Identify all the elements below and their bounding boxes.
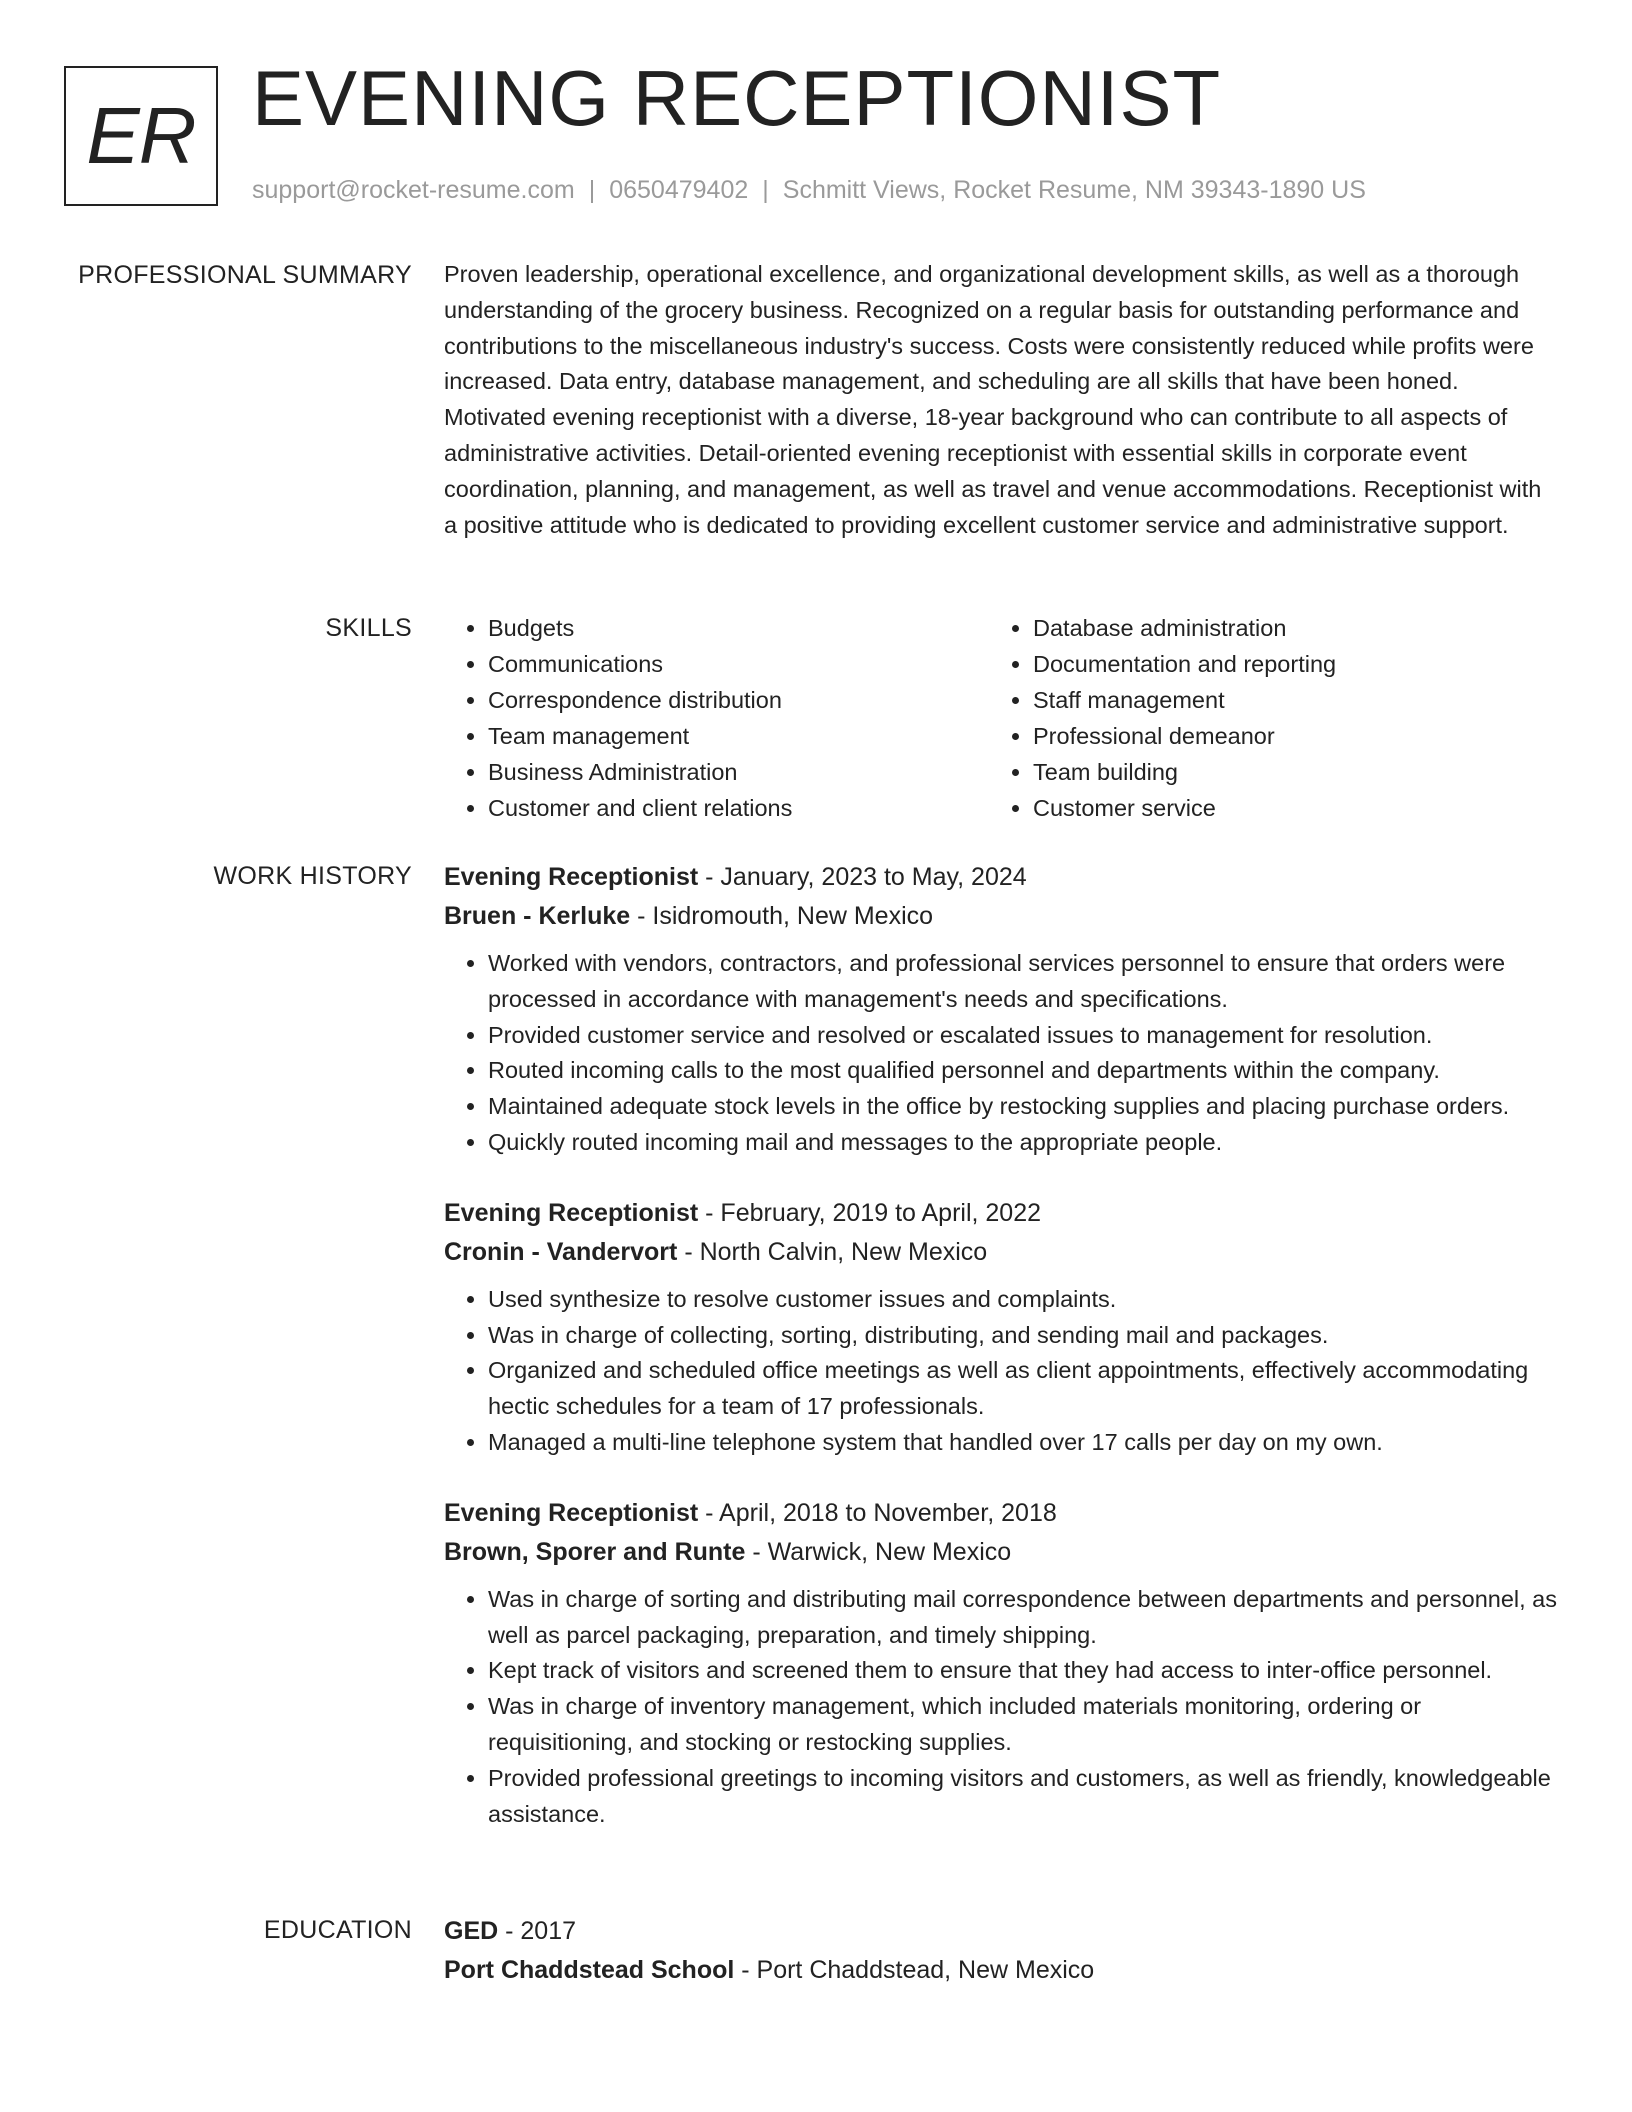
degree-line bbox=[444, 1912, 1560, 1951]
skill-item: • Customer service bbox=[1033, 790, 1534, 826]
job-bullet: • Quickly routed incoming mail and messages to the appropriate people. bbox=[488, 1125, 1560, 1161]
job-bullet: • Provided professional greetings to incoming visitors and customers, as well as friendly, knowledgeable assistance. bbox=[488, 1761, 1560, 1833]
job-dates: - February, 2019 to April, 2022 bbox=[698, 1198, 1042, 1227]
skill-item: • Business Administration bbox=[488, 754, 989, 790]
initials-monogram: ER bbox=[64, 66, 218, 206]
skill-item: • Correspondence distribution bbox=[488, 682, 989, 718]
job-title-line bbox=[444, 1194, 1560, 1233]
job-bullet: • Organized and scheduled office meetings as well as client appointments, effectively accommodating hectic schedules for a team of 17 professionals. bbox=[488, 1353, 1560, 1425]
job-entry bbox=[444, 858, 1560, 1161]
work-history-heading: WORK HISTORY bbox=[213, 862, 412, 890]
job-bullet: • Kept track of visitors and screened them to ensure that they had access to inter-office personnel. bbox=[488, 1653, 1560, 1689]
job-bullet: • Managed a multi-line telephone system that handled over 17 calls per day on my own. bbox=[488, 1425, 1560, 1461]
job-entry bbox=[444, 1494, 1560, 1833]
summary-heading: PROFESSIONAL SUMMARY bbox=[78, 261, 412, 289]
job-dates: - April, 2018 to November, 2018 bbox=[698, 1498, 1057, 1527]
job-bullets bbox=[444, 1582, 1560, 1833]
skill-item: • Budgets bbox=[488, 610, 989, 646]
school-location: - Port Chaddstead, New Mexico bbox=[734, 1956, 1095, 1984]
job-company: Cronin - Vandervort bbox=[444, 1237, 678, 1266]
job-title: Evening Receptionist bbox=[444, 863, 699, 891]
job-company-line bbox=[444, 897, 1560, 936]
degree-name: GED bbox=[444, 1917, 499, 1945]
skills-list-left bbox=[444, 610, 989, 826]
job-bullet: • Routed incoming calls to the most qualified personnel and departments within the company. bbox=[488, 1053, 1560, 1089]
skill-item: • Communications bbox=[488, 646, 989, 682]
job-company-line bbox=[444, 1533, 1560, 1572]
job-title-line bbox=[444, 858, 1560, 897]
contact-line bbox=[252, 172, 1366, 208]
degree-year: - 2017 bbox=[498, 1917, 577, 1945]
school-line bbox=[444, 1951, 1560, 1990]
skill-item: • Customer and client relations bbox=[488, 790, 989, 826]
page-title: EVENING RECEPTIONIST bbox=[252, 54, 1222, 142]
job-bullet: • Was in charge of collecting, sorting, distributing, and sending mail and packages. bbox=[488, 1318, 1560, 1354]
job-bullet: • Used synthesize to resolve customer issues and complaints. bbox=[488, 1282, 1560, 1318]
job-bullet: • Maintained adequate stock levels in the office by restocking supplies and placing purchase orders. bbox=[488, 1089, 1560, 1125]
job-company: Bruen - Kerluke bbox=[444, 902, 631, 930]
job-bullets bbox=[444, 1282, 1560, 1461]
summary-body bbox=[444, 257, 1560, 543]
job-bullets bbox=[444, 946, 1560, 1161]
skill-item: • Team management bbox=[488, 718, 989, 754]
job-entry bbox=[444, 1194, 1560, 1461]
job-title: Evening Receptionist bbox=[444, 1498, 699, 1527]
education-heading: EDUCATION bbox=[263, 1916, 412, 1944]
summary-text: Proven leadership, operational excellence, and organizational development skills, as well as a thorough understanding of the grocery business. Recognized on a regular basis for outstanding performance and contributions to the miscellaneous industry's success. Costs were consistently reduced while profits were increased. Data entry, database management, and scheduling are all skills that have been honed. Motivated evening receptionist with a diverse, 18-year background who can contribute to all aspects of administrative activities. Detail-oriented evening receptionist with essential skills in corporate event coordination, planning, and management, as well as travel and venue accommodations. Receptionist with a positive attitude who is dedicated to providing excellent customer service and administrative support. bbox=[444, 261, 1542, 538]
skill-item: • Documentation and reporting bbox=[1033, 646, 1534, 682]
address-text: Schmitt Views, Rocket Resume, NM 39343-1890 US bbox=[782, 176, 1366, 204]
school-name: Port Chaddstead School bbox=[444, 1956, 735, 1984]
job-bullet: • Was in charge of sorting and distributing mail correspondence between departments and personnel, as well as parcel packaging, preparation, and timely shipping. bbox=[488, 1582, 1560, 1654]
phone-text: 0650479402 bbox=[609, 176, 749, 204]
contact-separator: | bbox=[588, 176, 596, 204]
work-history-body bbox=[444, 858, 1560, 1832]
job-title-line bbox=[444, 1494, 1560, 1533]
skills-heading: SKILLS bbox=[325, 614, 412, 642]
job-bullet: • Worked with vendors, contractors, and professional services personnel to ensure that orders were processed in accordance with management's needs and specifications. bbox=[488, 946, 1560, 1018]
job-title: Evening Receptionist bbox=[444, 1198, 699, 1227]
job-location: - Isidromouth, New Mexico bbox=[630, 902, 934, 930]
job-dates: - January, 2023 to May, 2024 bbox=[698, 863, 1027, 891]
education-body bbox=[444, 1912, 1560, 1990]
skill-item: • Database administration bbox=[1033, 610, 1534, 646]
skill-item: • Professional demeanor bbox=[1033, 718, 1534, 754]
job-company: Brown, Sporer and Runte bbox=[444, 1537, 746, 1566]
skill-item: • Staff management bbox=[1033, 682, 1534, 718]
skills-body bbox=[444, 610, 1560, 826]
contact-separator: | bbox=[762, 176, 769, 204]
job-bullet: • Provided customer service and resolved or escalated issues to management for resolution. bbox=[488, 1018, 1560, 1054]
skills-list-right bbox=[989, 610, 1534, 826]
skill-item: • Team building bbox=[1033, 754, 1534, 790]
job-location: - Warwick, New Mexico bbox=[745, 1537, 1012, 1566]
job-company-line bbox=[444, 1233, 1560, 1272]
job-bullet: • Was in charge of inventory management, which included materials monitoring, ordering or requisitioning, and stocking or restocking supplies. bbox=[488, 1689, 1560, 1761]
job-location: - North Calvin, New Mexico bbox=[677, 1237, 988, 1266]
email-text: support@rocket-resume.com bbox=[252, 176, 575, 204]
